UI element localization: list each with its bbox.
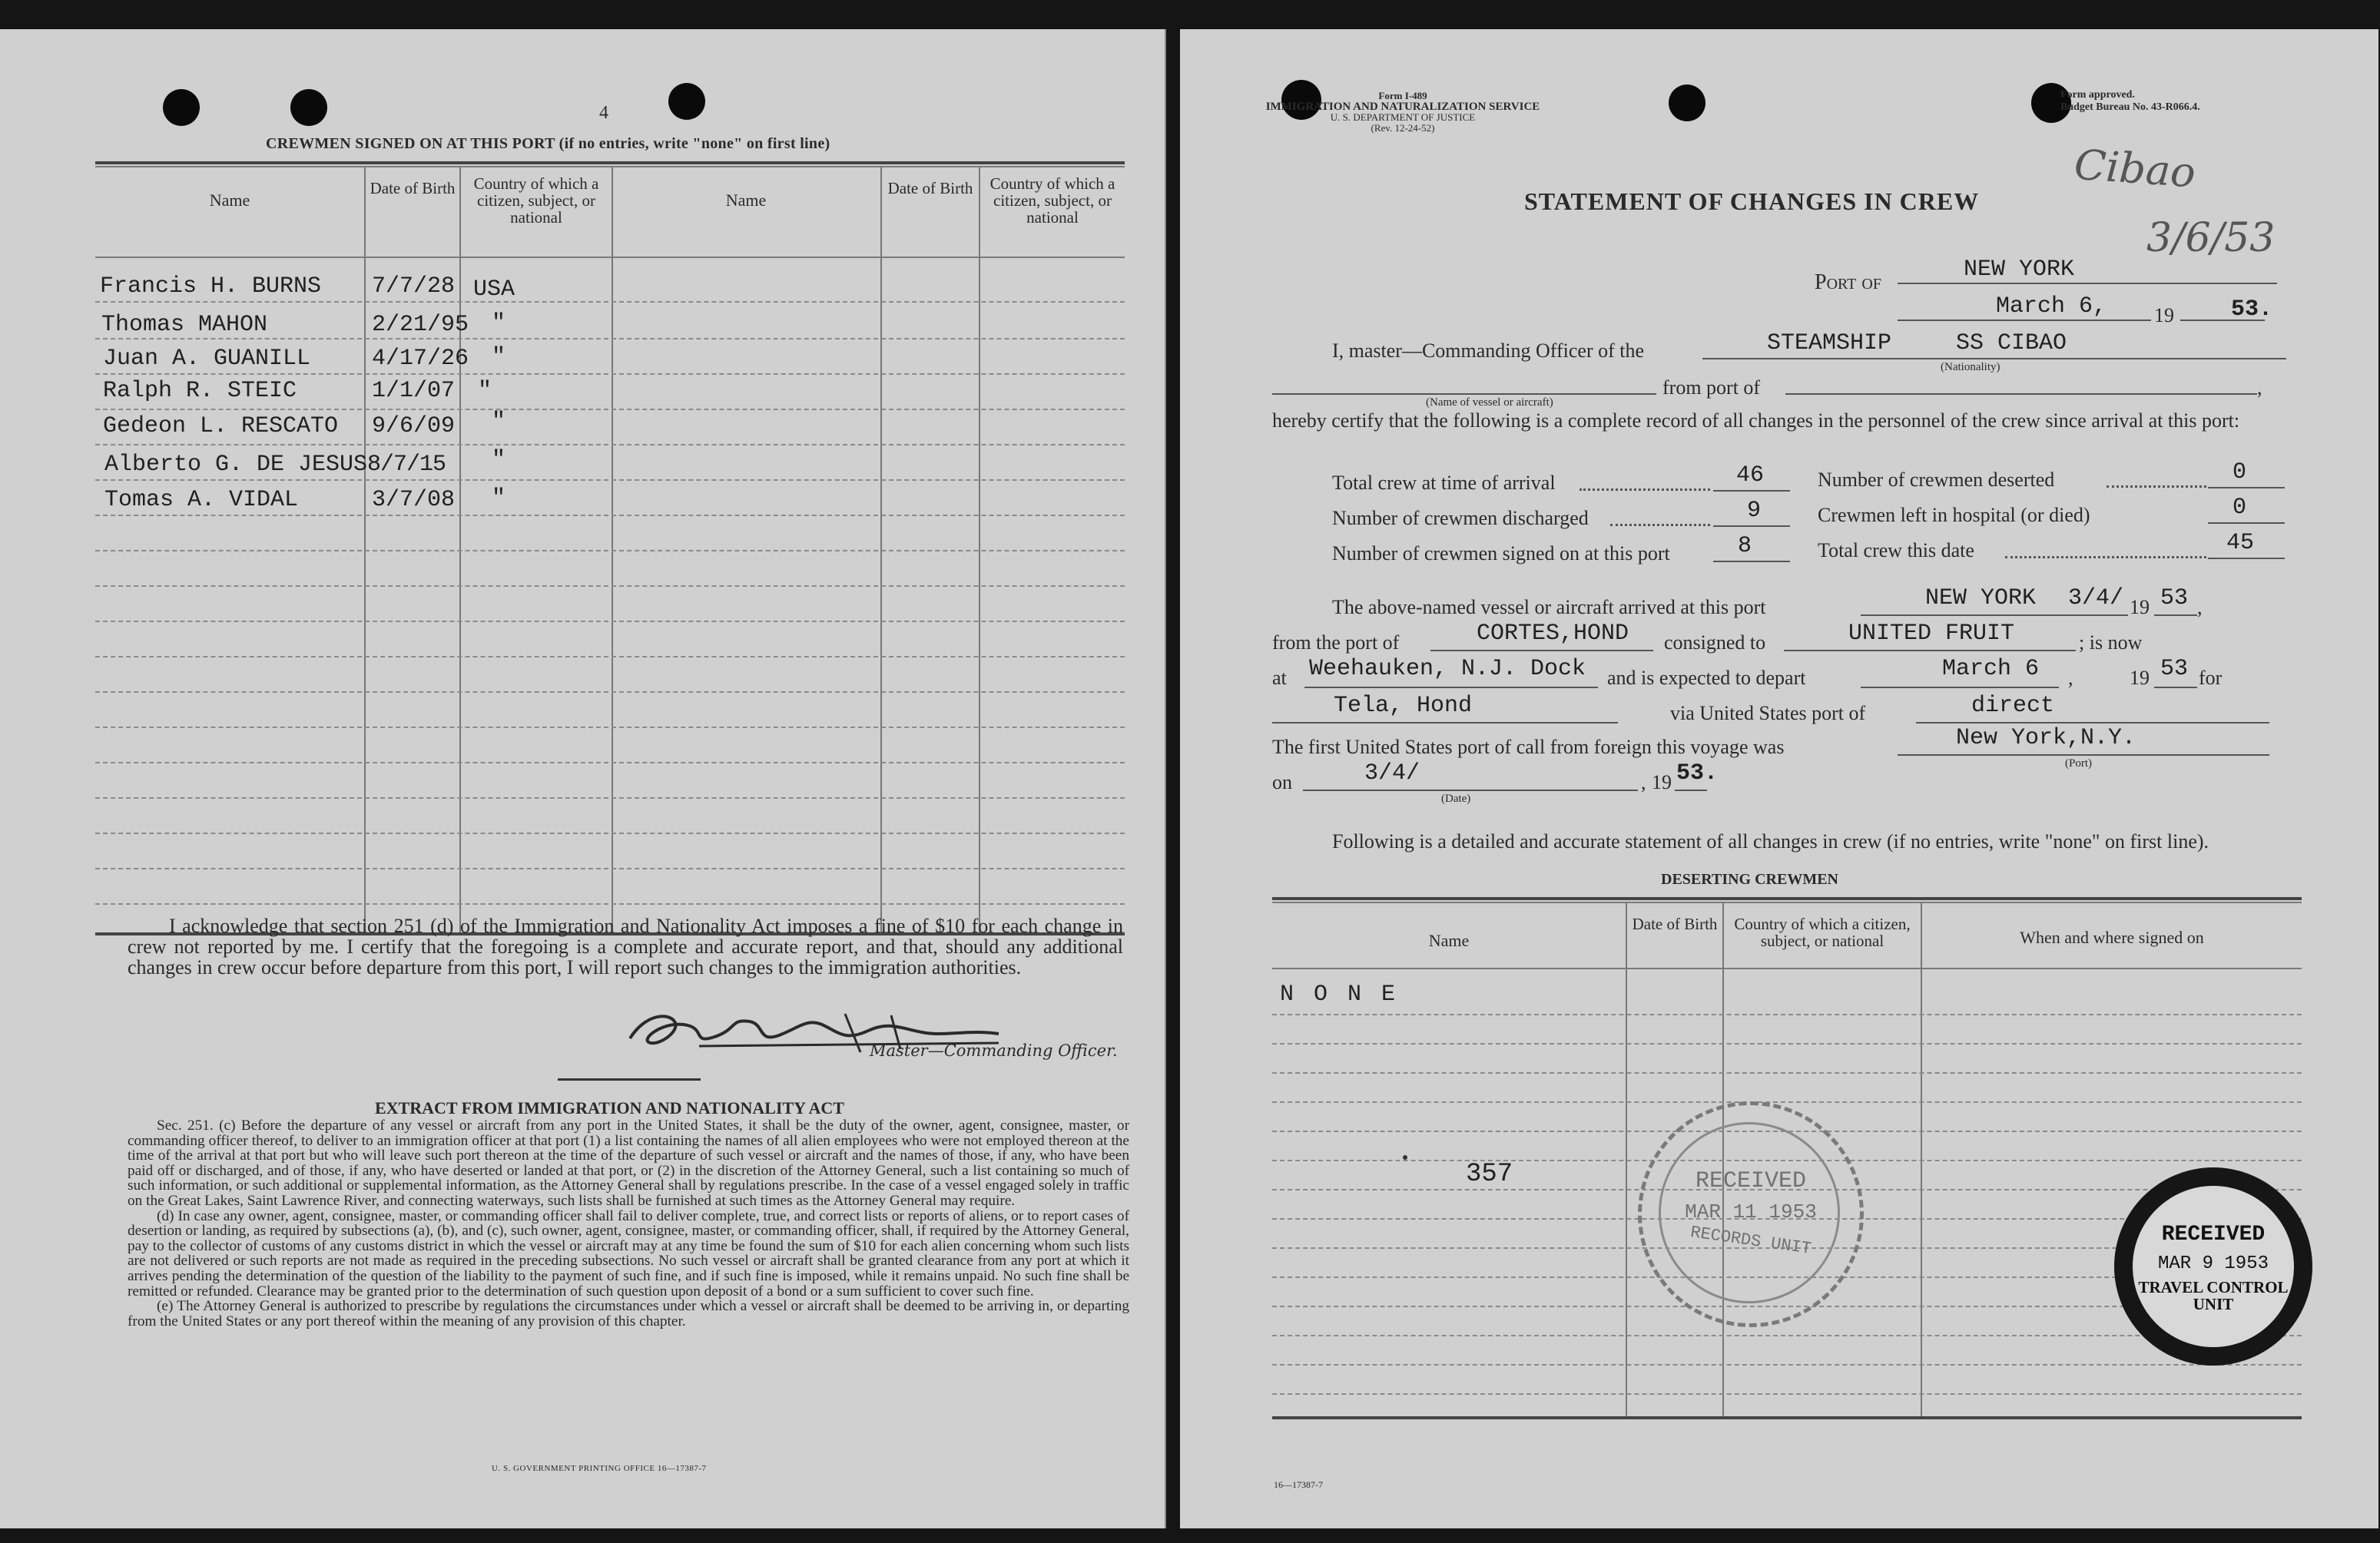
crew-country: " bbox=[492, 447, 506, 473]
section-title: CREWMEN SIGNED ON AT THIS PORT (if no entries, write "none" on first line) bbox=[266, 135, 830, 152]
stat-label: Number of crewmen deserted bbox=[1818, 469, 2055, 491]
received-records-stamp bbox=[1638, 1101, 1864, 1327]
stat-value: 8 bbox=[1738, 533, 1752, 559]
received-travel-control-stamp bbox=[2114, 1167, 2312, 1366]
page-number: 4 bbox=[599, 103, 608, 123]
stat-value: 46 bbox=[1736, 462, 1765, 488]
year-prefix: 19 bbox=[2130, 596, 2150, 618]
from-port-label: from port of bbox=[1662, 376, 1761, 399]
report-date: March 6, bbox=[1996, 293, 2107, 320]
form-revision: (Rev. 12-24-52) bbox=[1371, 122, 1435, 134]
dock-value: Weehauken, N.J. Dock bbox=[1309, 656, 1586, 682]
depart-label: and is expected to depart bbox=[1607, 667, 1806, 689]
column-header-dob: Date of Birth bbox=[370, 179, 456, 197]
year-prefix: 19 bbox=[1652, 771, 1672, 793]
first-port-label: The first United States port of call from foreign this voyage was bbox=[1272, 736, 1785, 758]
stamp-received: RECEIVED bbox=[2161, 1223, 2266, 1247]
crew-name: Francis H. BURNS bbox=[100, 273, 322, 300]
vessel-caption: (Name of vessel or aircraft) bbox=[1426, 396, 1553, 409]
report-year: 53. bbox=[2231, 296, 2273, 323]
crew-country: USA bbox=[473, 276, 515, 303]
crew-dob: 2/21/95 bbox=[372, 312, 469, 338]
punch-hole bbox=[668, 83, 705, 120]
handwritten-number: 357 bbox=[1466, 1160, 1513, 1189]
crew-dob: 7/7/28 bbox=[372, 273, 456, 300]
form-number: Form I-489 bbox=[1378, 90, 1427, 101]
on-label: on bbox=[1272, 771, 1292, 793]
stat-value: 0 bbox=[2232, 495, 2247, 521]
column-header-name: Name bbox=[725, 190, 767, 210]
form-approved: Form approved. bbox=[2060, 89, 2135, 101]
budget-approval bbox=[2060, 89, 2200, 114]
crew-dob: 3/7/08 bbox=[372, 487, 456, 513]
deserting-header-name: Name bbox=[1428, 931, 1470, 950]
crew-name: Alberto G. DE JESUS bbox=[104, 452, 368, 478]
extract-body bbox=[128, 1118, 1129, 1329]
arrived-port: NEW YORK bbox=[1925, 585, 2037, 611]
crew-country: " bbox=[492, 485, 506, 512]
crew-name: Thomas MAHON bbox=[101, 312, 268, 338]
on-date: 3/4/ bbox=[1364, 760, 1420, 786]
signature-caption: Master—Commanding Officer. bbox=[870, 1041, 1118, 1060]
printing-office-footer: U. S. GOVERNMENT PRINTING OFFICE 16—17387-7 bbox=[492, 1464, 707, 1473]
port-caption: (Port) bbox=[2065, 757, 2092, 770]
for-label: for bbox=[2199, 667, 2223, 689]
crew-dob: 1/1/07 bbox=[372, 378, 456, 404]
agency-name: IMMIGRATION AND NATURALIZATION SERVICE bbox=[1265, 101, 1540, 113]
from-port-prefix: from the port of bbox=[1272, 631, 1400, 654]
punch-hole bbox=[1669, 84, 1705, 121]
stamp-unit: UNIT bbox=[2193, 1295, 2234, 1313]
extract-title: EXTRACT FROM IMMIGRATION AND NATIONALITY ACT bbox=[375, 1098, 844, 1118]
stamp-unit: RECORDS UNIT bbox=[1689, 1223, 1813, 1259]
depart-year: 53 bbox=[2160, 656, 2189, 682]
extract-paragraph: Sec. 251. (c) Before the departure of any vessel or aircraft from any port in the United States, it shall be the duty of the owner, agent, consignee, master, or commanding officer thereof, to deliver to an immigration officer at that port (1) a list containing the names of all alien employees who were not employed thereon at the time of the arrival at that port but who will leave such port thereon at the time of the departure of such vessel or aircraft and the names of those, if any, who have been paid off or discharged, and of those, if any, who have deserted or landed at that port, or (2) in the discretion of the Attorney General, such a list containing so much of such information, or such additional or supplemental information, as the Attorney General shall by regulations prescribe. In the case of a vessel engaged solely in traffic on the Great Lakes, Saint Lawrence River, and connecting waterways, such lists shall be furnished at such times as the Attorney General may require. bbox=[128, 1118, 1129, 1209]
crew-country: " bbox=[492, 344, 506, 370]
vessel-name: SS CIBAO bbox=[1956, 330, 2067, 356]
deserting-header-dob: Date of Birth bbox=[1632, 915, 1718, 933]
port-label: Port of bbox=[1815, 270, 1881, 294]
crew-dob: 9/6/09 bbox=[372, 413, 456, 439]
left-page bbox=[0, 29, 1166, 1528]
column-header-name: Name bbox=[209, 190, 250, 210]
on-year: 53. bbox=[1676, 760, 1719, 786]
form-header bbox=[1249, 91, 1556, 134]
form-footer: 16—17387-7 bbox=[1274, 1479, 1323, 1490]
punch-hole bbox=[290, 89, 327, 126]
year-prefix: 19 bbox=[2154, 304, 2174, 326]
form-title: STATEMENT OF CHANGES IN CREW bbox=[1524, 187, 1980, 215]
first-port-value: New York,N.Y. bbox=[1956, 725, 2136, 751]
crew-name: Gedeon L. RESCATO bbox=[103, 413, 339, 439]
master-prefix: I, master—Commanding Officer of the bbox=[1332, 339, 1645, 362]
deserting-none: N O N E bbox=[1280, 982, 1399, 1008]
stat-label: Total crew at time of arrival bbox=[1332, 472, 1556, 494]
via-value: direct bbox=[1971, 693, 2055, 719]
arrived-date: 3/4/ bbox=[2068, 585, 2124, 611]
crew-name: Ralph R. STEIC bbox=[103, 378, 297, 404]
crew-name: Tomas A. VIDAL bbox=[104, 487, 299, 513]
crew-dob: 8/7/15 bbox=[367, 452, 446, 478]
stamp-date: MAR 11 1953 bbox=[1685, 1200, 1817, 1223]
certify-text: hereby certify that the following is a complete record of all changes in the personnel of the crew since arrival at this port: bbox=[1272, 409, 2240, 432]
stamp-date: MAR 9 1953 bbox=[2157, 1253, 2269, 1274]
budget-bureau: Budget Bureau No. 43-R066.4. bbox=[2060, 101, 2200, 113]
column-header-dob: Date of Birth bbox=[887, 179, 973, 197]
stat-value: 45 bbox=[2226, 530, 2255, 556]
deserting-header-signed-on: When and where signed on bbox=[2020, 928, 2204, 947]
deserting-header-country: Country of which a citizen, subject, or national bbox=[1734, 915, 1911, 950]
handwritten-ship-name: Cibao bbox=[2072, 140, 2197, 197]
following-text: Following is a detailed and accurate statement of all changes in crew (if no entries, write "none" on first line). bbox=[1332, 830, 2209, 853]
port-value: NEW YORK bbox=[1964, 257, 2075, 283]
extract-paragraph: (d) In case any owner, agent, consignee, master, or commanding officer shall fail to deliver complete, true, and correct lists or reports of aliens, or to report cases of desertion or landing, as required by subsections (a), (b), and (c), such owner, agent, consignee, master, or commanding officer, shall, if required by the Attorney General, pay to the collector of customs of any customs district in which the vessel or aircraft may at any time be found the sum of $10 for each alien concerning whom such lists are not delivered or such reports are not made as required in the preceding subsections. No such vessel or aircraft shall be granted clearance from any port at which it arrives pending the determination of the question of the liability to the payment of such fine, and if such fine is imposed, while it remains unpaid. No such fine shall be remitted or refunded. Clearance may be granted prior to the determination of such question upon deposit of a bond or a sum sufficient to cover such fine. bbox=[128, 1207, 1129, 1300]
table-top-rule bbox=[95, 161, 1125, 164]
punch-hole bbox=[163, 89, 200, 126]
right-page: Form I-489 IMMIGRATION AND NATURALIZATION SERVICE U. S. DEPARTMENT OF JUSTICE (Rev. 12-24-52) Form approved. Budget Bureau No. 43-R066.4. Cibao 3/6/53 STATEMENT OF CHANGES IN CREW Port of NEW YORK March 6, 19 53. I, master—Commanding Officer of the STEAMSHIP SS CIBAO (Nationality) from port of , (Name of vessel or aircraft) hereby certify that the following is a complete record of all changes in the personnel of the crew since arrival at this port: Total crew at time of arrival 46 Number of crewmen discharged 9 Number of crewmen signed on at this port 8 Number of crewmen deserted 0 Crewmen left in hospital (or died) 0 Total crew this date 45 The above-named vessel or aircraft arrived at this port NEW YORK 3/4/ 19 53 , from the port of CORTES,HOND consigned to UNITED FRUIT ; is now at Weehauken, N.J. Dock and is expected to depart March 6 , 19 53 for Tela, Hond via United States port of direct The first United States port of call from foreign this voyage was New York,N.Y. (Port) on 3/4/ , 19 53. (Date) Following is a detailed and accurate statement of all changes in crew (if no entries, write "none" on first line). DESERTING CREWMEN Name Date of Birth Country of which a citizen, subject, or national When and where signed on N O N E 357 RECEIVED MAR 11 1953 RECORDS UNIT RECEIVED MAR 9 1953 TRAVEL CONTROL UNIT 16—17387-7 bbox=[1180, 29, 2378, 1528]
stamp-received: RECEIVED bbox=[1695, 1168, 1807, 1194]
destination: Tela, Hond bbox=[1334, 693, 1473, 719]
stat-value: 0 bbox=[2232, 459, 2247, 485]
crew-dob: 4/17/26 bbox=[372, 346, 469, 372]
crew-country: " bbox=[492, 409, 506, 435]
is-now-label: ; is now bbox=[2079, 631, 2143, 654]
stat-label: Number of crewmen discharged bbox=[1332, 507, 1589, 529]
extract-paragraph: (e) The Attorney General is authorized to prescribe by regulations the circumstances under which a vessel or aircraft shall be deemed to be arriving in, or departing from the United States or any port thereof within the meaning of any provision of this chapter. bbox=[128, 1298, 1129, 1329]
consigned-label: consigned to bbox=[1664, 631, 1766, 654]
depart-date: March 6 bbox=[1942, 656, 2040, 682]
acknowledgement-text: I acknowledge that section 251 (d) of the Immigration and Nationality Act imposes a fine of $10 for each change in crew not reported by me. I certify that the foregoing is a complete and accurate report, and that, should any additional changes in crew occur before departure from this port, I will report such changes to the immigration authorities. bbox=[128, 915, 1123, 978]
handwritten-date: 3/6/53 bbox=[2146, 215, 2276, 261]
column-header-country: Country of which a citizen, subject, or national bbox=[473, 174, 599, 227]
stamp-travel-control: TRAVEL CONTROL bbox=[2138, 1278, 2289, 1296]
year-prefix: 19 bbox=[2130, 667, 2150, 689]
date-caption: (Date) bbox=[1441, 793, 1471, 805]
at-label: at bbox=[1272, 667, 1287, 689]
arrived-year: 53 bbox=[2160, 585, 2189, 611]
nationality-caption: (Nationality) bbox=[1941, 361, 2000, 373]
column-header-country: Country of which a citizen, subject, or national bbox=[989, 174, 1115, 227]
via-label: via United States port of bbox=[1670, 702, 1866, 724]
department-name: U. S. DEPARTMENT OF JUSTICE bbox=[1330, 111, 1476, 123]
vessel-type: STEAMSHIP bbox=[1767, 330, 1892, 356]
stat-label: Total crew this date bbox=[1818, 539, 1974, 561]
stat-label: Number of crewmen signed on at this port bbox=[1332, 542, 1670, 565]
consigned-value: UNITED FRUIT bbox=[1848, 621, 2015, 647]
crew-name: Juan A. GUANILL bbox=[103, 346, 311, 372]
arrived-label: The above-named vessel or aircraft arrived at this port bbox=[1332, 596, 1766, 618]
crew-country: " bbox=[492, 310, 506, 336]
stat-value: 9 bbox=[1747, 498, 1762, 524]
deserting-title: DESERTING CREWMEN bbox=[1661, 871, 1838, 888]
crew-country: " bbox=[478, 378, 492, 404]
stat-label: Crewmen left in hospital (or died) bbox=[1818, 504, 2090, 526]
from-port-value: CORTES,HOND bbox=[1477, 621, 1629, 647]
